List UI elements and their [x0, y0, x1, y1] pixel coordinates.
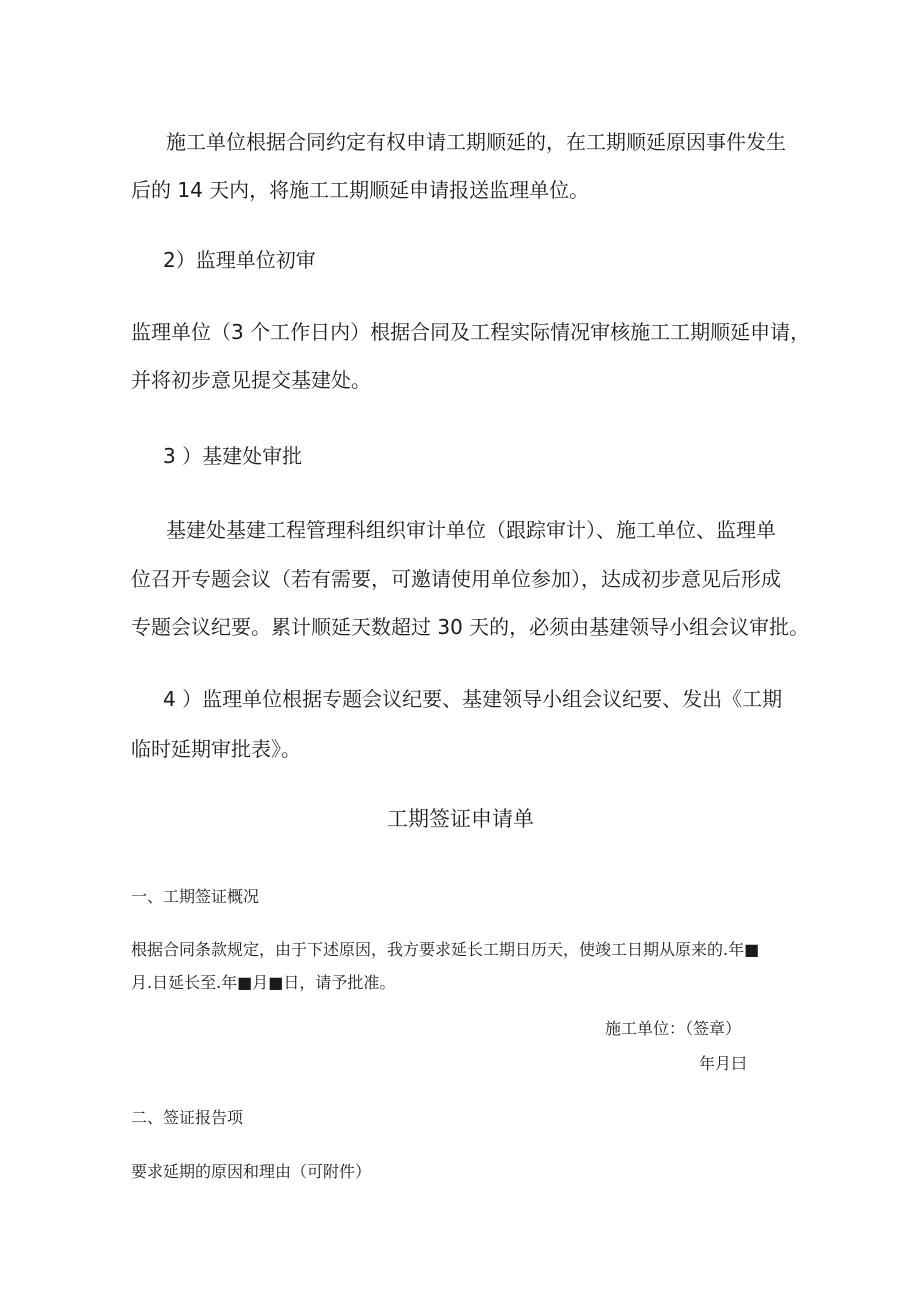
paragraph-3-line-1: 基建处基建工程管理科组织审计单位（跟踪审计）、施工单位、监理单 [166, 518, 776, 542]
paragraph-4-line-2: 临时延期审批表》。 [131, 737, 301, 761]
section-2-heading: 二、签证报告项 [131, 1108, 244, 1127]
form-body-line-1: 根据合同条款规定，由于下述原因，我方要求延长工期日历天，使竣工日期从原来的.年■ [131, 940, 760, 959]
paragraph-3-line-3: 专题会议纪要。累计顺延天数超过 30 天的，必须由基建领导小组会议审批。 [131, 615, 810, 639]
paragraph-1-line-2: 后的 14 天内，将施工工期顺延申请报送监理单位。 [131, 178, 590, 202]
step-3-heading: 3 ）基建处审批 [163, 444, 303, 468]
delay-reason-label: 要求延期的原因和理由（可附件） [131, 1162, 372, 1181]
signature-line: 施工单位：（签章） [605, 1019, 742, 1038]
step-2-heading: 2）监理单位初审 [163, 248, 316, 272]
date-line: 年月曰 [699, 1054, 748, 1073]
paragraph-4-line-1: 4 ）监理单位根据专题会议纪要、基建领导小组会议纪要、发出《工期 [163, 687, 783, 711]
paragraph-2-line-1: 监理单位（3 个工作日内）根据合同及工程实际情况审核施工工期顺延申请， [131, 320, 811, 344]
form-body-line-2: 月.日延长至.年■月■日，请予批准。 [131, 973, 396, 992]
paragraph-2-line-2: 并将初步意见提交基建处。 [131, 368, 371, 392]
paragraph-3-line-2: 位召开专题会议（若有需要，可邀请使用单位参加），达成初步意见后形成 [131, 567, 781, 591]
form-title: 工期签证申请单 [387, 807, 534, 831]
paragraph-1-line-1: 施工单位根据合同约定有权申请工期顺延的，在工期顺延原因事件发生 [166, 130, 786, 154]
section-1-heading: 一、工期签证概况 [131, 887, 260, 906]
